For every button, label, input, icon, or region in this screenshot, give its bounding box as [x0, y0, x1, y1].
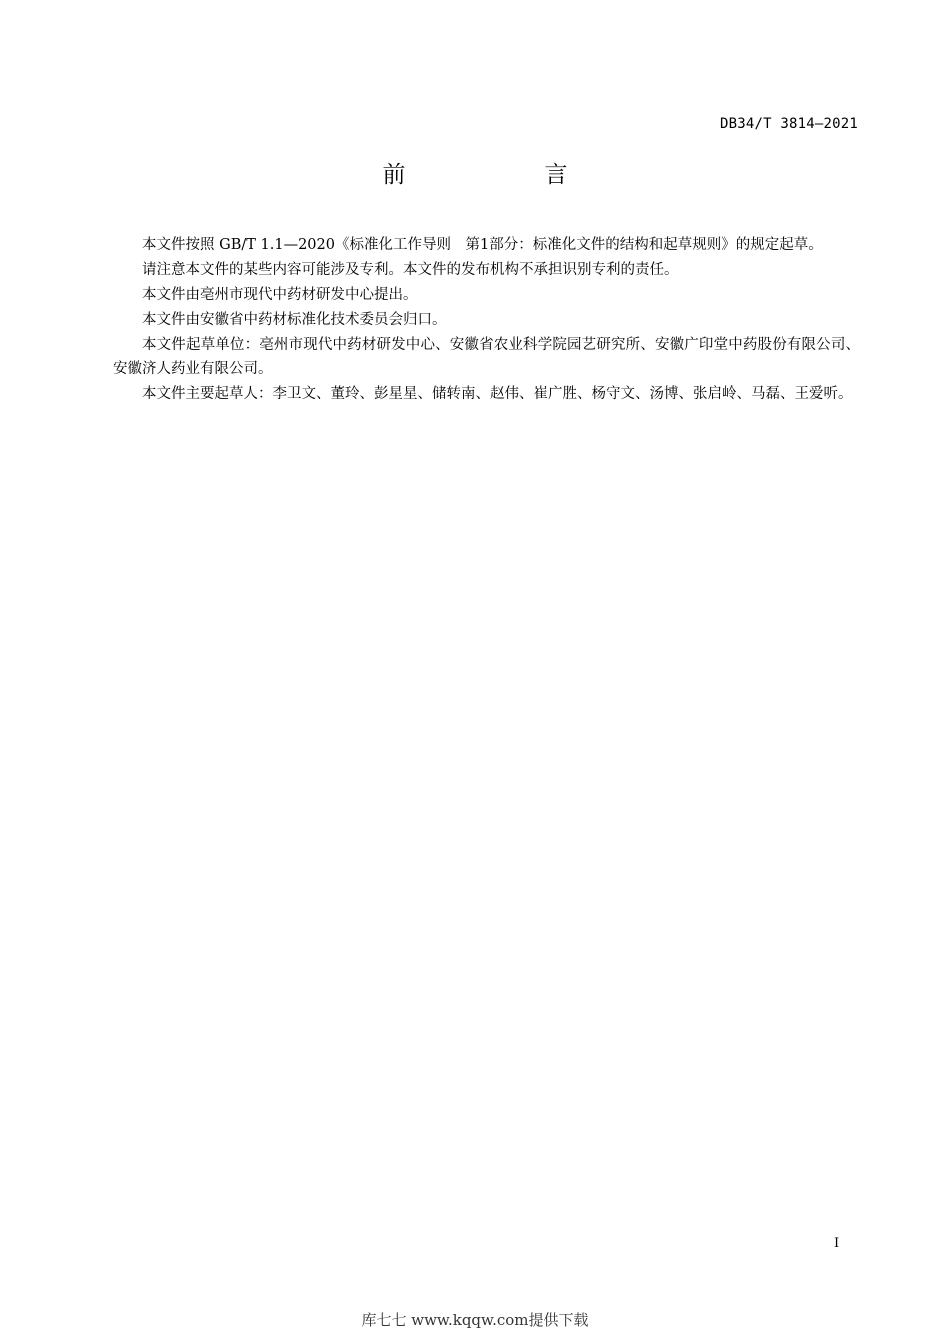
paragraph-administrator: 本文件由安徽省中药材标准化技术委员会归口。 [142, 312, 447, 328]
foreword-body [113, 233, 860, 407]
watermark-text: 库七七 www.kqqw.com提供下载 [361, 1311, 589, 1329]
paragraph-proposer: 本文件由亳州市现代中药材研发中心提出。 [142, 287, 418, 303]
paragraph-drafters: 本文件主要起草人：李卫文、董玲、彭星星、储转南、赵伟、崔广胜、杨守文、汤博、张启岭、马磊、王爱听。 [142, 386, 853, 402]
standard-code: DB34/T 3814—2021 [719, 116, 858, 132]
paragraph-drafting-rules: 本文件按照 GB/T 1.1—2020《标准化工作导则 第1部分：标准化文件的结构和起草规则》的规定起草。 [142, 237, 823, 253]
paragraph-drafting-units: 本文件起草单位：亳州市现代中药材研发中心、安徽省农业科学院园艺研究所、安徽广印堂中药股份有限公司、安徽济人药业有限公司。 [113, 337, 860, 377]
paragraph-patent-notice: 请注意本文件的某些内容可能涉及专利。本文件的发布机构不承担识别专利的责任。 [142, 262, 679, 278]
page-title: 前 言 [382, 162, 626, 188]
page-number: I [834, 1236, 840, 1251]
